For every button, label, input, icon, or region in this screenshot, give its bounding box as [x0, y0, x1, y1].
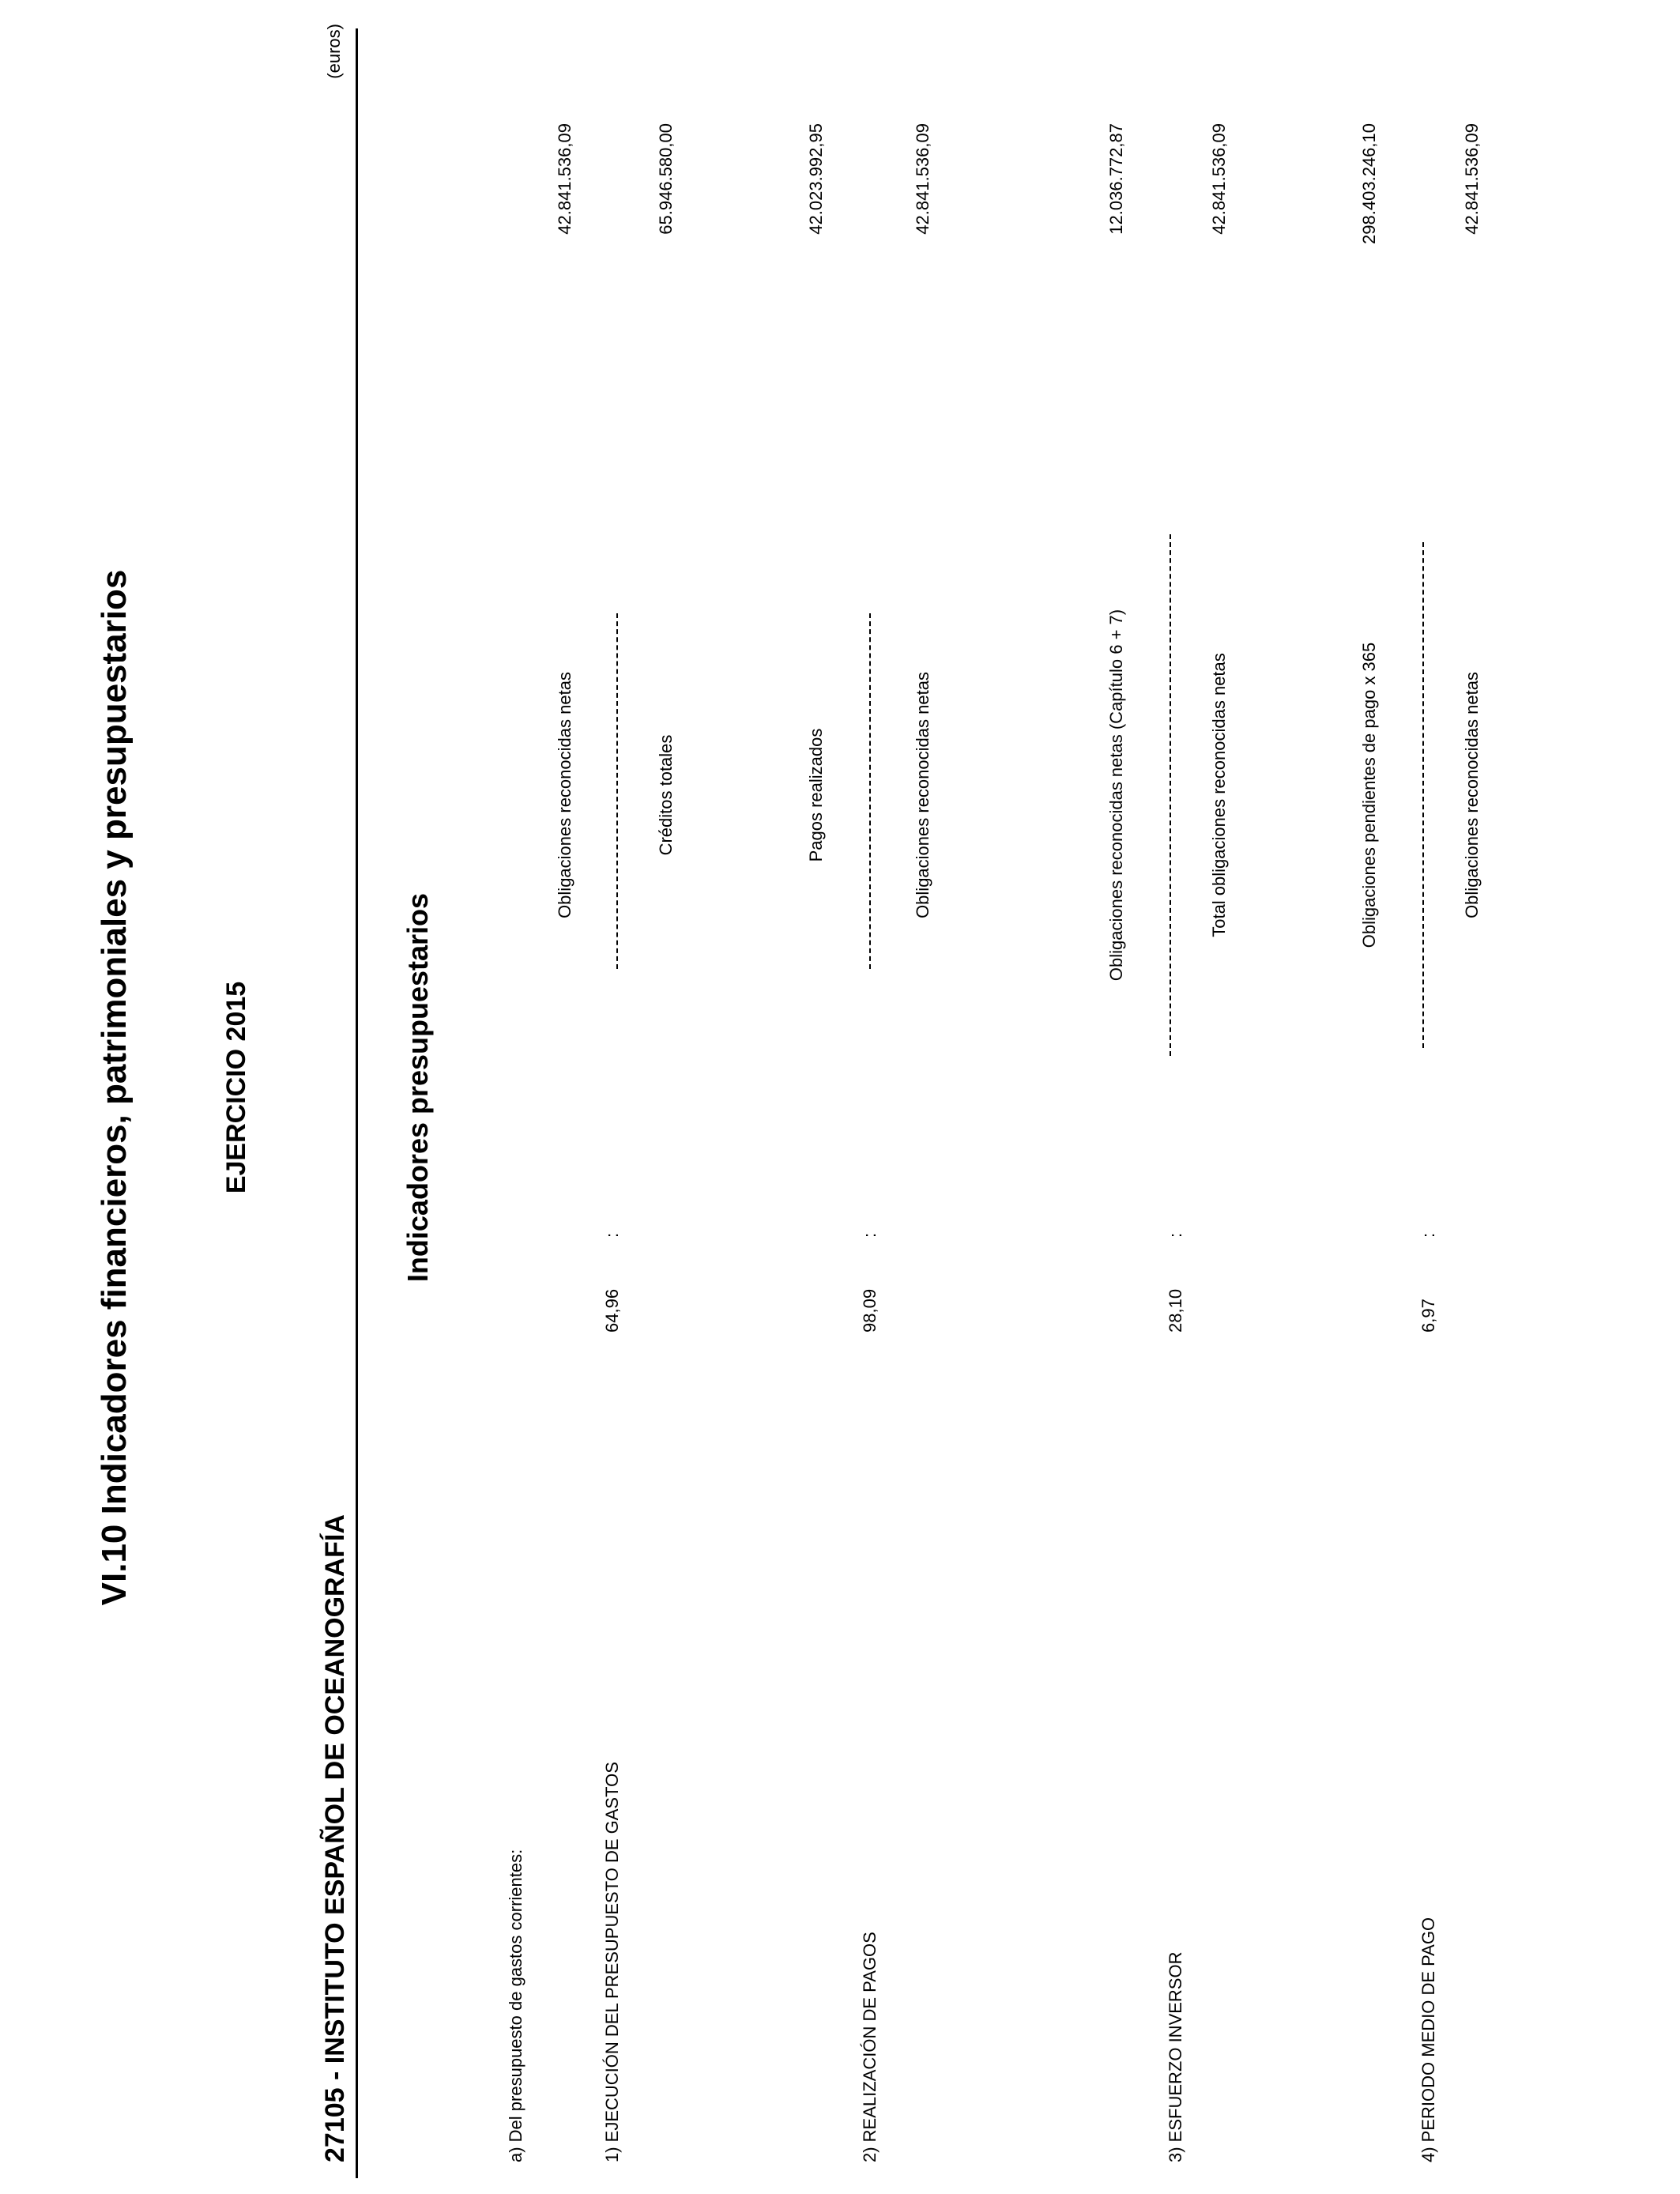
- denominator-label: Créditos totales: [656, 734, 676, 856]
- indicator-label: 4) PERIODO MEDIO DE PAGO: [1418, 1917, 1438, 2162]
- indicator-colon: :: [1166, 1232, 1185, 1238]
- indicator-value: 6,97: [1418, 1299, 1438, 1333]
- numerator-label: Obligaciones reconocidas netas (Capítulo 6 + 7): [1106, 609, 1126, 982]
- page-title: VI.10 Indicadores financieros, patrimoniales y presupuestarios: [95, 569, 134, 1606]
- numerator-label: Obligaciones reconocidas netas: [555, 672, 574, 918]
- fraction-line: [1170, 534, 1171, 1056]
- header-rule: [356, 28, 358, 2178]
- indicator-label: 1) EJECUCIÓN DEL PRESUPUESTO DE GASTOS: [602, 1762, 622, 2162]
- fraction-line: [869, 613, 871, 969]
- entity-name: 27105 - INSTITUTO ESPAÑOL DE OCEANOGRAFÍA: [320, 1514, 350, 2162]
- indicator-colon: :: [860, 1232, 880, 1238]
- numerator-value: 12.036.772,87: [1106, 123, 1126, 235]
- denominator-value: 42.841.536,09: [1209, 123, 1229, 235]
- fiscal-year: EJERCICIO 2015: [221, 981, 251, 1194]
- denominator-label: Obligaciones reconocidas netas: [1462, 672, 1482, 918]
- indicator-label: 2) REALIZACIÓN DE PAGOS: [860, 1932, 880, 2162]
- section-title: Indicadores presupuestarios: [401, 892, 434, 1283]
- denominator-value: 42.841.536,09: [1462, 123, 1482, 235]
- fraction-line: [1422, 542, 1424, 1048]
- numerator-label: Pagos realizados: [806, 728, 826, 862]
- numerator-value: 298.403.246,10: [1359, 123, 1379, 244]
- numerator-value: 42.023.992,95: [806, 123, 826, 235]
- denominator-label: Total obligaciones reconocidas netas: [1209, 653, 1229, 937]
- fraction-line: [616, 613, 618, 969]
- unit-label: (euros): [324, 24, 344, 79]
- denominator-label: Obligaciones reconocidas netas: [913, 672, 932, 918]
- indicator-colon: :: [1418, 1232, 1438, 1238]
- denominator-value: 42.841.536,09: [913, 123, 932, 235]
- subsection-label: a) Del presupuesto de gastos corrientes:: [506, 1849, 525, 2162]
- indicator-value: 98,09: [860, 1288, 880, 1333]
- denominator-value: 65.946.580,00: [656, 123, 676, 235]
- numerator-value: 42.841.536,09: [555, 123, 574, 235]
- indicator-value: 64,96: [602, 1288, 622, 1333]
- numerator-label: Obligaciones pendientes de pago x 365: [1359, 642, 1379, 948]
- indicator-label: 3) ESFUERZO INVERSOR: [1166, 1951, 1185, 2162]
- indicator-colon: :: [602, 1232, 622, 1238]
- indicator-value: 28,10: [1166, 1288, 1185, 1333]
